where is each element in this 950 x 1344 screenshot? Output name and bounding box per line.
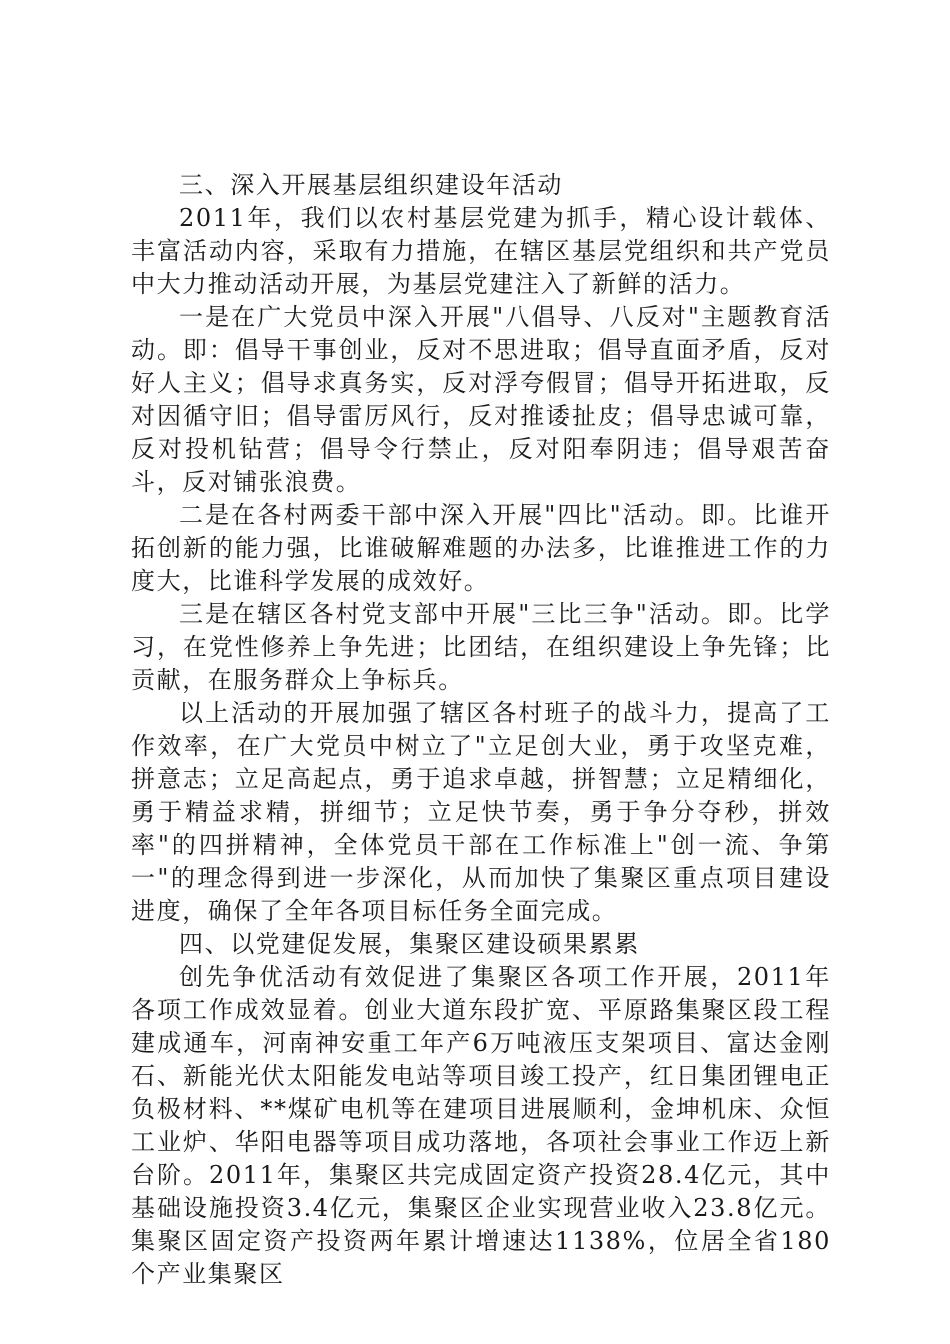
paragraph-ba-changdao: 一是在广大党员中深入开展"八倡导、八反对"主题教育活动。即：倡导干事创业，反对不思进取；倡导直面矛盾，反对好人主义；倡导求真务实，反对浮夸假冒；倡导开拓进取，反对因循守旧；倡导雷厉风行，反对推诿扯皮；倡导忠诚可靠，反对投机钻营；倡导令行禁止，反对阳奉阴违；倡导艰苦奋斗，反对铺张浪费。	[131, 303, 831, 496]
section-heading-4: 四、以党建促发展，集聚区建设硕果累累	[179, 930, 640, 958]
section-heading-3: 三、深入开展基层组织建设年活动	[179, 171, 563, 199]
paragraph-results: 创先争优活动有效促进了集聚区各项工作开展，2011年各项工作成效显着。创业大道东段扩宽、平原路集聚区段工程建成通车，河南神安重工年产6万吨液压支架项目、富达金刚石、新能光伏太阳能发电站等项目竣工投产，红日集团锂电正负极材料、**煤矿电机等在建项目进展顺利，金坤机床、众恒工业炉、华阳电器等项目成功落地，各项社会事业工作迈上新台阶。2011年，集聚区共完成固定资产投资28.4亿元，其中基础设施投资3.4亿元，集聚区企业实现营业收入23.8亿元。集聚区固定资产投资两年累计增速达1138%，位居全省180个产业集聚区	[131, 963, 831, 1288]
document-body	[131, 169, 831, 1291]
paragraph-san-bi-san-zheng: 三是在辖区各村党支部中开展"三比三争"活动。即。比学习，在党性修养上争先进；比团结，在组织建设上争先锋；比贡献，在服务群众上争标兵。	[131, 600, 831, 694]
paragraph-si-bi: 二是在各村两委干部中深入开展"四比"活动。即。比谁开拓创新的能力强，比谁破解难题的办法多，比谁推进工作的力度大，比谁科学发展的成效好。	[131, 501, 831, 595]
paragraph-intro: 2011年，我们以农村基层党建为抓手，精心设计载体、丰富活动内容，采取有力措施，在辖区基层党组织和共产党员中大力推动活动开展，为基层党建注入了新鲜的活力。	[131, 204, 831, 298]
paragraph-summary: 以上活动的开展加强了辖区各村班子的战斗力，提高了工作效率，在广大党员中树立了"立足创大业，勇于攻坚克难，拼意志；立足高起点，勇于追求卓越，拼智慧；立足精细化，勇于精益求精，拼细节；立足快节奏，勇于争分夺秒，拼效率"的四拼精神，全体党员干部在工作标准上"创一流、争第一"的理念得到进一步深化，从而加快了集聚区重点项目建设进度，确保了全年各项目标任务全面完成。	[131, 699, 831, 925]
